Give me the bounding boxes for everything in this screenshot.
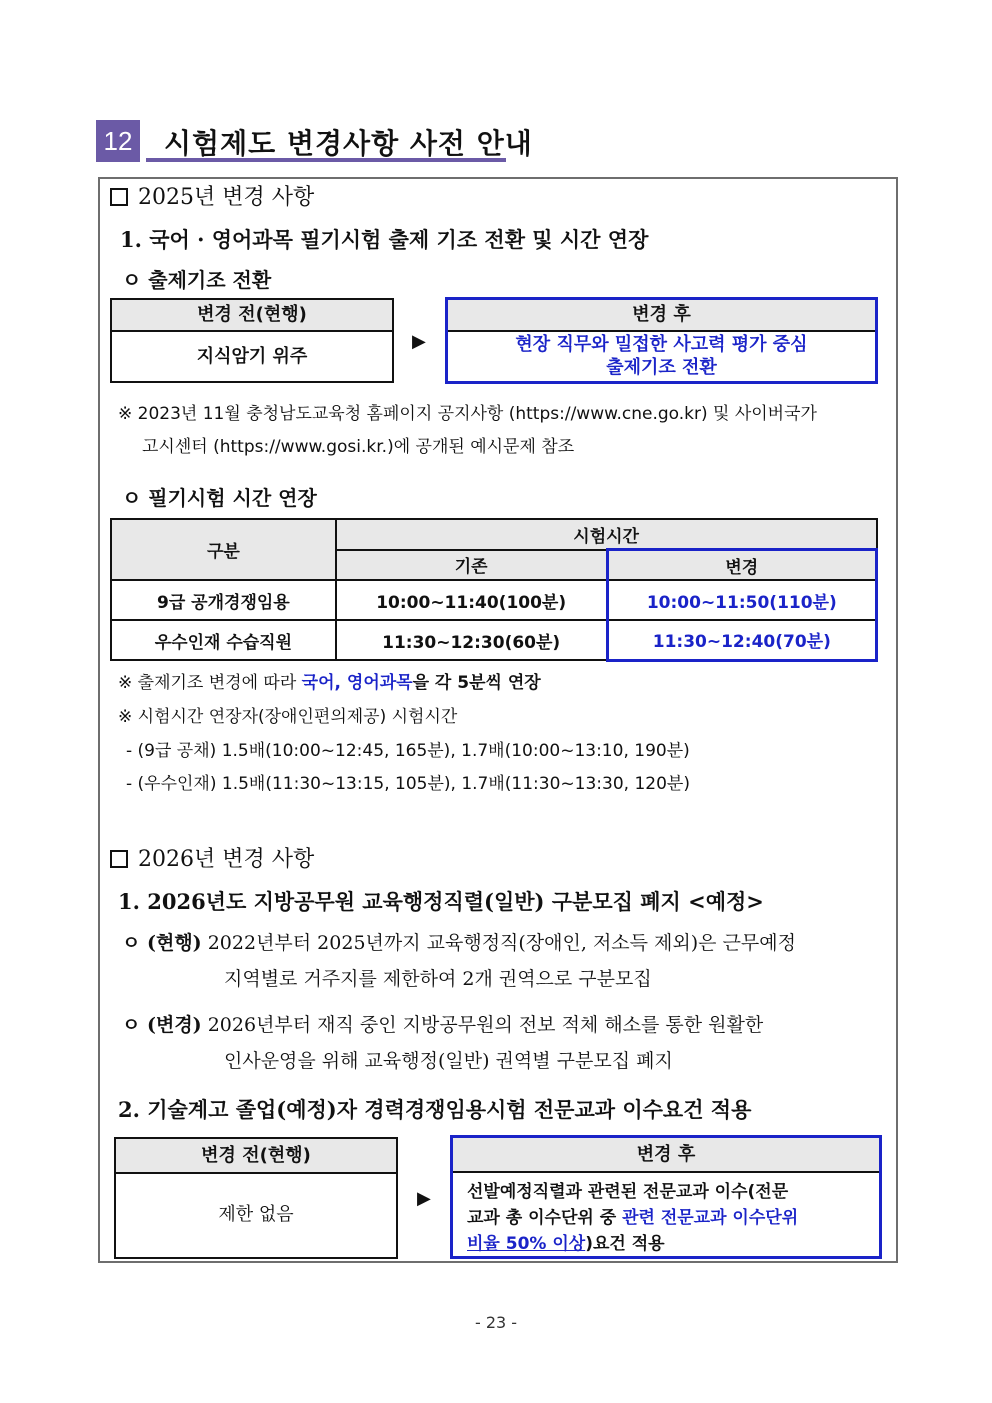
before-head-1: 변경 전(현행) [112, 300, 392, 332]
row-changed: 10:00~11:50(110분) [607, 580, 876, 620]
note-extension-post: 을 각 5분씩 연장 [412, 673, 541, 693]
col-group-header: 구분 [111, 519, 336, 580]
sub-heading-time-extension: ㅇ 필기시험 시간 연장 [122, 486, 317, 510]
arrow-right-icon: ▶ [417, 1188, 431, 1209]
sub-heading-exam-basis: ㅇ 출제기조 전환 [122, 268, 272, 292]
after-line3-post: )요건 적용 [585, 1234, 665, 1254]
row-current: 11:30~12:30(60분) [336, 620, 607, 660]
changed-label: ㅇ (변경) [122, 1014, 202, 1036]
col-current-header: 기존 [336, 550, 607, 581]
current-line1: 2022년부터 2025년까지 교육행정직(장애인, 저소득 제외)은 근무예정 [207, 932, 796, 954]
after-line3-highlight: 비율 50% 이상 [467, 1234, 586, 1254]
after-body-2 [453, 1173, 879, 1257]
section-title: 시험제도 변경사항 사전 안내 [164, 127, 533, 160]
after-box-2 [450, 1135, 882, 1259]
before-box-1 [110, 298, 394, 383]
row-name: 우수인재 수습직원 [111, 620, 336, 660]
after-body-2-line3 [467, 1231, 879, 1257]
checkbox-square-icon [110, 188, 128, 206]
table-row [111, 580, 877, 620]
after-body-1-line2: 출제기조 전환 [606, 357, 717, 378]
note-extension [118, 667, 541, 699]
item-2025-1: 1. 국어 · 영어과목 필기시험 출제 기조 전환 및 시간 연장 [120, 227, 649, 252]
checkbox-square-icon [110, 850, 128, 868]
row-name: 9급 공개경쟁임용 [111, 580, 336, 620]
changed-policy [122, 1007, 892, 1043]
item-2026-2: 2. 기술계고 졸업(예정)자 경력경쟁임용시험 전문교과 이수요건 적용 [118, 1097, 752, 1122]
changed-line1: 2026년부터 재직 중인 지방공무원의 전보 적체 해소를 통한 원활한 [207, 1014, 764, 1036]
before-box-2 [114, 1137, 398, 1259]
before-body-1: 지식암기 위주 [196, 346, 308, 367]
after-body-1 [448, 332, 875, 379]
current-label: ㅇ (현행) [122, 932, 202, 954]
note-extension-highlight: 국어, 영어과목 [301, 673, 413, 693]
after-head-2: 변경 후 [453, 1138, 879, 1173]
arrow-right-icon: ▶ [412, 331, 426, 352]
before-head-2: 변경 전(현행) [116, 1139, 396, 1174]
exam-time-table [110, 518, 878, 662]
after-body-2-line2 [467, 1205, 879, 1231]
after-line2-highlight: 관련 전문교과 이수단위 [622, 1208, 799, 1228]
heading-2025: 2025년 변경 사항 [110, 180, 314, 211]
col-changed-header: 변경 [607, 550, 876, 581]
heading-2026: 2026년 변경 사항 [110, 842, 314, 873]
changed-line2: 인사운영을 위해 교육행정(일반) 권역별 구분모집 폐지 [224, 1050, 673, 1072]
note-extension-pre: ※ 출제기조 변경에 따라 [118, 673, 302, 693]
current-policy [122, 925, 892, 961]
current-line2: 지역별로 거주지를 제한하여 2개 권역으로 구분모집 [224, 968, 652, 990]
note-accommodation: ※ 시험시간 연장자(장애인편의제공) 시험시간 [118, 707, 458, 727]
after-body-1-line1: 현장 직무와 밀접한 사고력 평가 중심 [515, 334, 808, 355]
page-number: - 23 - [474, 1313, 518, 1332]
section-number-badge: 12 [96, 120, 140, 162]
after-body-2-line1: 선발예정직렬과 관련된 전문교과 이수(전문 [467, 1182, 789, 1202]
row-changed: 11:30~12:40(70분) [607, 620, 876, 660]
item-2026-1: 1. 2026년도 지방공무원 교육행정직렬(일반) 구분모집 폐지 <예정> [118, 889, 764, 914]
note-9grade: - (9급 공채) 1.5배(10:00~12:45, 165분), 1.7배(10:00~13:10, 190분) [126, 741, 690, 761]
col-time-header: 시험시간 [336, 519, 877, 550]
after-line2-pre: 교과 총 이수단위 중 [467, 1208, 623, 1228]
note-reference-line1: ※ 2023년 11월 충청남도교육청 홈페이지 공지사항 (https://www.cne.go.kr) 및 사이버국가 [118, 404, 817, 424]
note-talent: - (우수인재) 1.5배(11:30~13:15, 105분), 1.7배(11:30~13:30, 120분) [126, 774, 690, 794]
before-body-2: 제한 없음 [218, 1204, 294, 1225]
table-row [111, 620, 877, 660]
note-reference-line2: 고시센터 (https://www.gosi.kr.)에 공개된 예시문제 참조 [142, 437, 575, 457]
after-box-1 [445, 297, 878, 384]
after-head-1: 변경 후 [448, 300, 875, 332]
row-current: 10:00~11:40(100분) [336, 580, 607, 620]
